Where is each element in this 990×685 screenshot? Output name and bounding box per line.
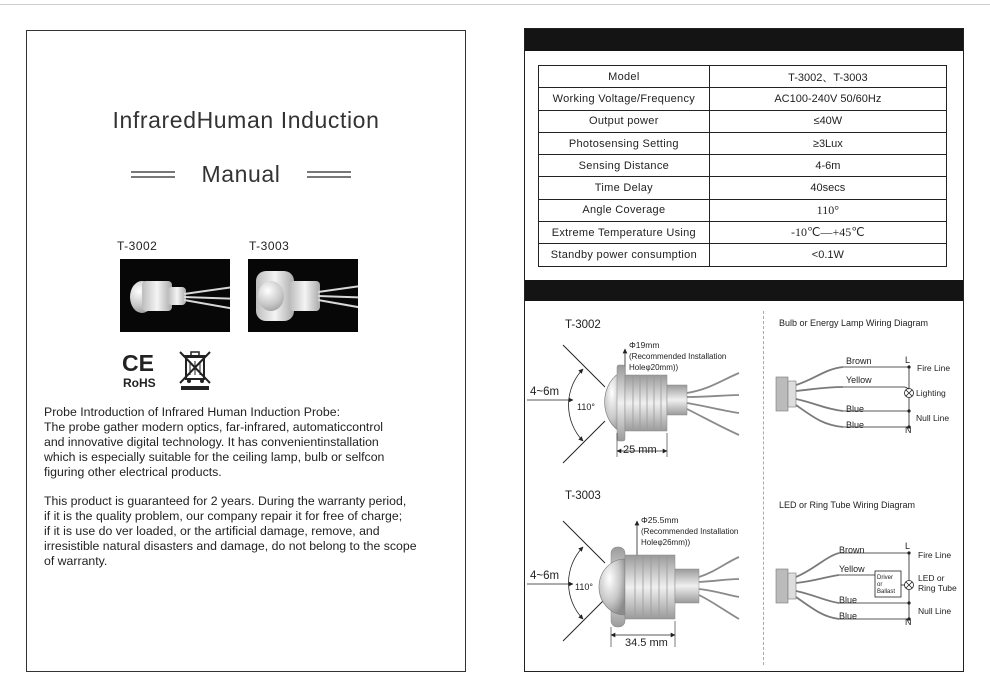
- spec-key: Sensing Distance: [539, 155, 710, 177]
- warranty-line: if it is the quality problem, our company repair it for free of charge;: [44, 509, 403, 523]
- dim-model-label: T-3003: [565, 490, 601, 502]
- dimension-diagram-t3002: [527, 319, 739, 463]
- double-rule-left: [131, 171, 175, 178]
- spec-key: Output power: [539, 110, 710, 132]
- spec-value: 4-6m: [709, 155, 946, 177]
- terminal-l: L: [905, 541, 911, 551]
- spec-value: T-3002、T-3003: [709, 66, 946, 88]
- wiring-diagram-led: [776, 500, 957, 627]
- terminal-l: L: [905, 355, 911, 365]
- wiring-title: LED or Ring Tube Wiring Diagram: [779, 500, 916, 510]
- diameter-label: Φ19mm: [629, 340, 660, 350]
- top-rule: [0, 4, 990, 5]
- wire-brown: Brown: [839, 545, 865, 555]
- double-rule-right: [307, 171, 351, 178]
- driver-label: Ballast: [877, 589, 896, 595]
- recommended-hole-line1: (Recommended Installation: [641, 527, 739, 536]
- warranty-line: of warranty.: [44, 554, 108, 568]
- fire-line-label: Fire Line: [918, 550, 952, 560]
- intro-line: figuring other electrical products.: [44, 465, 222, 479]
- spec-value: 110°: [709, 199, 946, 221]
- manual-subtitle: Manual: [201, 160, 281, 187]
- recommended-hole-line1: (Recommended Installation: [629, 352, 727, 361]
- led-label: Ring Tube: [918, 583, 957, 593]
- warranty-statement: [44, 494, 466, 569]
- recommended-hole-line2: Holeφ26mm)): [641, 538, 691, 547]
- recommended-hole-line2: Holeφ20mm)): [629, 363, 679, 372]
- product-photo-t3003: [248, 259, 358, 332]
- probe-introduction: [44, 405, 464, 480]
- manual-cover-page: [26, 30, 466, 672]
- spec-key: Standby power consumption: [539, 244, 710, 266]
- dimension-diagram-t3003: [527, 490, 739, 649]
- manual-subtitle-row: [131, 159, 351, 189]
- wire-yellow: Yellow: [839, 564, 865, 574]
- spec-key: Working Voltage/Frequency: [539, 88, 710, 110]
- spec-key: Extreme Temperature Using: [539, 222, 710, 244]
- null-line-label: Null Line: [918, 606, 952, 616]
- wire-yellow: Yellow: [846, 375, 872, 385]
- warranty-line: This product is guaranteed for 2 years. During the warranty period,: [44, 494, 407, 508]
- spec-page: [524, 28, 964, 672]
- ce-rohs-logo: [121, 349, 161, 391]
- spec-value: ≤40W: [709, 110, 946, 132]
- spec-value: ≥3Lux: [709, 132, 946, 154]
- warranty-line: if it is use do ver loaded, or the artificial damage, remove, and: [44, 524, 380, 538]
- spec-key: Photosensing Setting: [539, 132, 710, 154]
- terminal-n: N: [905, 617, 912, 627]
- driver-label: Driver: [877, 575, 893, 581]
- model-label-t3003: T-3003: [249, 239, 290, 253]
- intro-line: which is especially suitable for the ceiling lamp, bulb or selfcon: [44, 450, 385, 464]
- length-label: 25 mm: [623, 444, 657, 456]
- angle-label: 110°: [577, 402, 595, 412]
- spec-key: Time Delay: [539, 177, 710, 199]
- angle-label: 110°: [575, 582, 593, 592]
- terminal-n: N: [905, 425, 912, 435]
- wire-blue: Blue: [839, 611, 858, 621]
- wire-blue: Blue: [846, 420, 865, 430]
- dim-model-label: T-3002: [565, 319, 601, 331]
- wiring-diagram-bulb: [776, 318, 950, 435]
- diameter-label: Φ25.5mm: [641, 515, 679, 525]
- wire-blue: Blue: [839, 595, 858, 605]
- driver-label: or: [877, 582, 883, 588]
- lighting-label: Lighting: [916, 388, 946, 398]
- null-line-label: Null Line: [916, 413, 950, 423]
- led-label: LED or: [918, 573, 945, 583]
- wiring-title: Bulb or Energy Lamp Wiring Diagram: [779, 318, 929, 328]
- spec-value: <0.1W: [709, 244, 946, 266]
- fire-line-label: Fire Line: [917, 363, 951, 373]
- spec-value: AC100-240V 50/60Hz: [709, 88, 946, 110]
- warranty-line: irresistible natural disasters and damage, do not belong to the scope: [44, 539, 417, 553]
- manual-title: InfraredHuman Induction: [112, 107, 380, 133]
- intro-line: Probe Introduction of Infrared Human Induction Probe:: [44, 405, 340, 419]
- ce-mark: CE: [122, 350, 154, 376]
- model-label-t3002: T-3002: [117, 239, 158, 253]
- weee-bin-icon: [177, 349, 213, 391]
- wire-blue: Blue: [846, 404, 865, 414]
- length-label: 34.5 mm: [625, 637, 668, 649]
- product-photo-t3002: [120, 259, 230, 332]
- spec-key: Model: [539, 66, 710, 88]
- spec-key: Angle Coverage: [539, 199, 710, 221]
- range-label: 4~6m: [530, 386, 560, 398]
- range-label: 4~6m: [530, 570, 560, 582]
- wire-brown: Brown: [846, 356, 872, 366]
- intro-line: and innovative digital technology. It has convenientinstallation: [44, 435, 379, 449]
- intro-line: The probe gather modern optics, far-infrared, automaticcontrol: [44, 420, 384, 434]
- spec-value: -10℃—+45℃: [709, 222, 946, 244]
- diagrams: [525, 29, 965, 673]
- spec-value: 40secs: [709, 177, 946, 199]
- rohs-mark: RoHS: [123, 376, 156, 390]
